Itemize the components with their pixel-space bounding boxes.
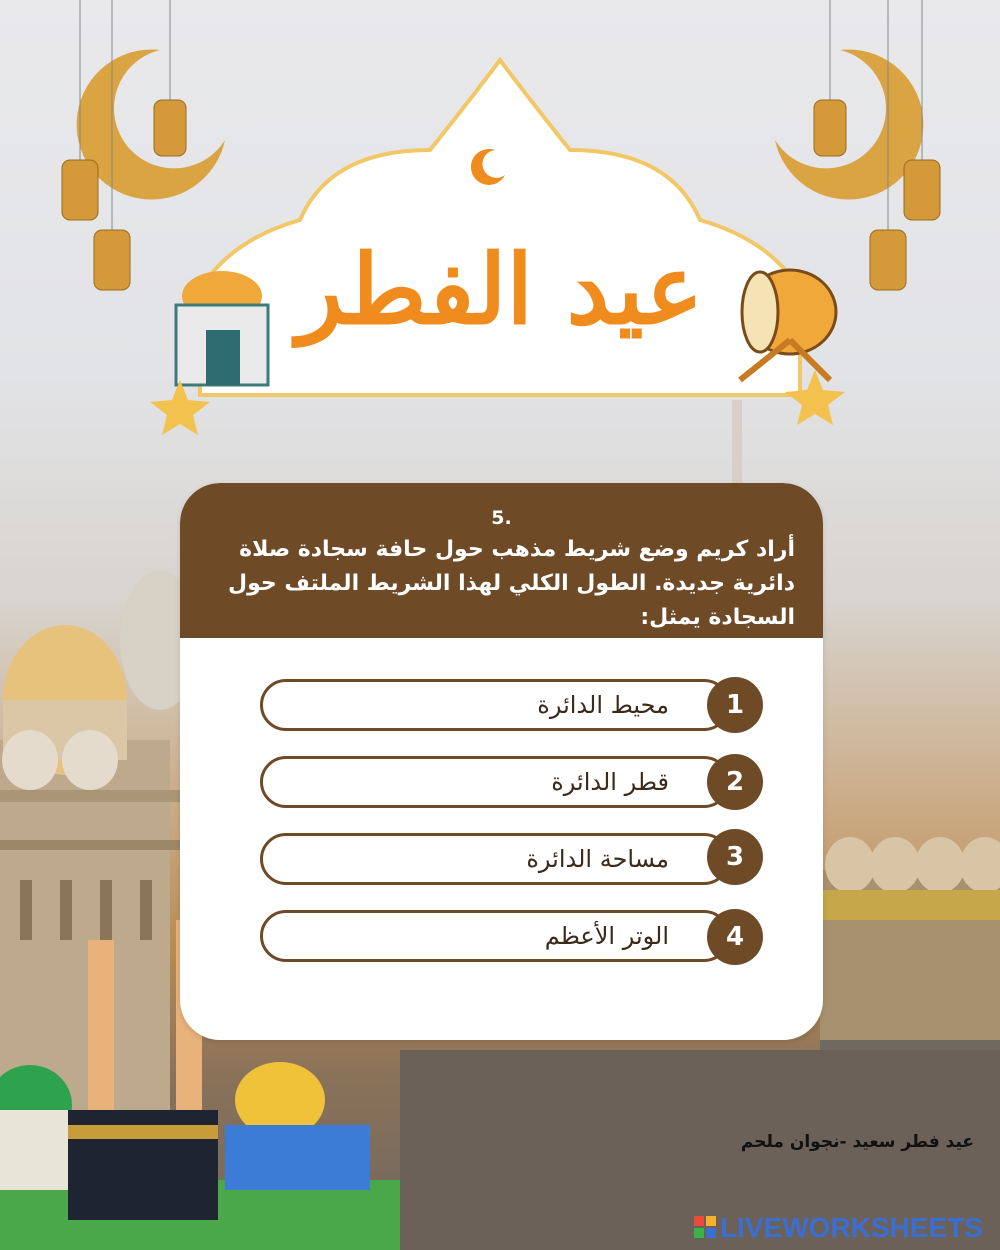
liveworksheets-logo-icon bbox=[694, 1216, 716, 1238]
moon-right-icon bbox=[775, 50, 923, 200]
option-4-badge[interactable]: 4 bbox=[707, 909, 763, 965]
question-text: أراد كريم وضع شريط مذهب حول حافة سجادة صلاة دائرية جديدة. الطول الكلي لهذا الشريط الملتف حول السجادة يمثل: bbox=[228, 537, 795, 630]
option-label: قطر الدائرة bbox=[551, 768, 669, 796]
option-1-badge[interactable]: 1 bbox=[707, 677, 763, 733]
option-3-badge[interactable]: 3 bbox=[707, 829, 763, 885]
banner-title: عيد الفطر bbox=[296, 233, 704, 346]
question-number: 5. bbox=[491, 507, 512, 529]
option-1[interactable] bbox=[260, 679, 730, 731]
question-header bbox=[180, 483, 823, 638]
option-label: مساحة الدائرة bbox=[526, 845, 669, 873]
question-card bbox=[180, 483, 823, 1040]
option-2[interactable] bbox=[260, 756, 730, 808]
banner-mosque-icon bbox=[176, 271, 268, 385]
option-4[interactable] bbox=[260, 910, 730, 962]
option-2-badge[interactable]: 2 bbox=[707, 754, 763, 810]
moon-left-icon bbox=[77, 50, 225, 200]
option-label: الوتر الأعظم bbox=[544, 922, 669, 950]
option-3[interactable] bbox=[260, 833, 730, 885]
footer-credit: عيد فطر سعيد -نجوان ملحم bbox=[740, 1132, 974, 1152]
option-label: محيط الدائرة bbox=[537, 691, 669, 719]
liveworksheets-brand[interactable]: LIVEWORKSHEETS bbox=[720, 1212, 983, 1243]
